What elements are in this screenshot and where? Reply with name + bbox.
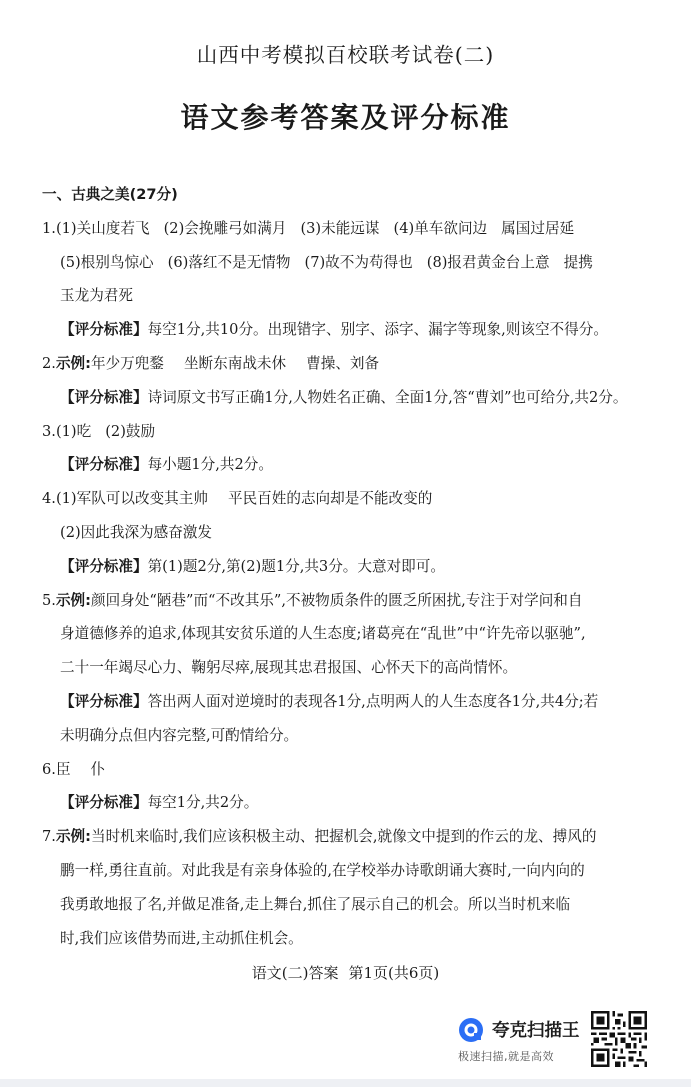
answer-item: (2)会挽雕弓如满月	[163, 219, 287, 237]
brand-slogan: 极速扫描,就是高效	[458, 1050, 554, 1063]
question-2-line-1	[42, 347, 667, 381]
answer-item: (4)单车欲问边	[393, 219, 488, 237]
example-label: 示例:	[55, 591, 91, 609]
answer-item: 平民百姓的志向却是不能改变的	[227, 490, 433, 508]
question-5-line-2	[42, 617, 667, 651]
question-1-line-2	[42, 246, 667, 280]
page-title: 语文参考答案及评分标准	[180, 101, 511, 134]
question-5-criteria	[42, 685, 667, 719]
question-6-line-1	[42, 753, 667, 787]
answer-item: (3)未能远谋	[300, 219, 380, 237]
question-5-line-1	[42, 584, 667, 618]
answer-text: 时,我们应该借势而进,主动抓住机会。	[60, 929, 303, 947]
criteria-label: 【评分标准】	[60, 321, 148, 339]
question-4-criteria	[42, 550, 667, 584]
bottom-bar	[0, 1079, 691, 1087]
page-footer	[0, 962, 691, 983]
question-number: 1.	[42, 219, 56, 237]
question-1-line-3	[42, 279, 667, 313]
question-7-line-3	[42, 888, 667, 922]
example-label: 示例:	[55, 354, 91, 372]
answer-item: (7)故不为苟得也	[304, 253, 413, 271]
answer-text: 颜回身处“陋巷”而“不改其乐”,不被物质条件的匮乏所困扰,专注于对学问和自	[90, 591, 583, 609]
answer-item: (1)吃	[55, 422, 92, 440]
quark-logo-icon	[458, 1017, 484, 1043]
answer-item: (1)军队可以改变其主帅	[55, 490, 208, 508]
question-number: 2.	[42, 354, 56, 372]
question-7-line-2	[42, 854, 667, 888]
qr-code-icon	[591, 1011, 647, 1067]
question-1-line-1	[42, 212, 667, 246]
scanner-watermark	[458, 1011, 648, 1071]
criteria-text: 诗词原文书写正确1分,人物姓名正确、全面1分,答“曹刘”也可给分,共2分。	[147, 388, 628, 406]
criteria-label: 【评分标准】	[60, 456, 148, 474]
answer-text: 鹏一样,勇往直前。对此我是有亲身体验的,在学校举办诗歌朗诵大赛时,一向内向的	[60, 861, 585, 879]
criteria-text: 每空1分,共2分。	[147, 794, 259, 812]
answer-text: 二十一年竭尽心力、鞠躬尽瘁,展现其忠君报国、心怀天下的高尚情怀。	[60, 659, 518, 677]
question-7-line-1	[42, 820, 667, 854]
answer-item: (6)落红不是无情物	[167, 253, 291, 271]
answer-item: (2)因此我深为感奋激发	[60, 523, 213, 541]
answer-item: (1)关山度若飞	[55, 219, 150, 237]
question-number: 4.	[42, 490, 56, 508]
question-5-criteria-line-2	[42, 719, 667, 753]
criteria-text: 每小题1分,共2分。	[147, 456, 273, 474]
exam-subtitle: 山西中考模拟百校联考试卷(二)	[196, 43, 495, 67]
question-5-line-3	[42, 651, 667, 685]
example-label: 示例:	[55, 828, 91, 846]
criteria-text: 未明确分点但内容完整,可酌情给分。	[60, 726, 299, 744]
question-6-criteria	[42, 786, 667, 820]
criteria-label: 【评分标准】	[60, 794, 148, 812]
answer-item: 玉龙为君死	[60, 287, 133, 305]
criteria-label: 【评分标准】	[60, 557, 148, 575]
question-4-line-1	[42, 482, 667, 516]
section-heading: 一、古典之美(27分)	[42, 186, 178, 203]
answer-item: (8)报君黄金台上意	[426, 253, 550, 271]
question-number: 6.	[42, 760, 56, 778]
answer-item: 提携	[563, 253, 593, 271]
criteria-text: 答出两人面对逆境时的表现各1分,点明两人的人生态度各1分,共4分;若	[147, 692, 599, 710]
answer-text: 我勇敢地报了名,并做足准备,走上舞台,抓住了展示自己的机会。所以当时机来临	[60, 895, 571, 913]
answer-text: 身道德修养的追求,体现其安贫乐道的人生态度;诸葛亮在“乱世”中“许先帝以驱驰”,	[60, 625, 586, 643]
question-number: 7.	[42, 828, 56, 846]
answer-item: (5)根别鸟惊心	[60, 253, 154, 271]
question-7-line-4	[42, 922, 667, 956]
answer-body	[42, 178, 667, 955]
question-1-criteria	[42, 313, 667, 347]
answer-item: 仆	[90, 760, 106, 778]
criteria-label: 【评分标准】	[60, 388, 148, 406]
answer-item: 臣	[55, 760, 71, 778]
criteria-label: 【评分标准】	[60, 692, 148, 710]
footer-subject: 语文(二)答案	[251, 964, 339, 982]
criteria-text: 第(1)题2分,第(2)题1分,共3分。大意对即可。	[147, 557, 445, 575]
question-3-line-1	[42, 415, 667, 449]
brand-name: 夸克扫描王	[492, 1021, 580, 1041]
footer-page-number: 第1页(共6页)	[348, 964, 440, 982]
question-4-line-2	[42, 516, 667, 550]
question-3-criteria	[42, 448, 667, 482]
question-number: 5.	[42, 591, 56, 609]
answer-text: 当时机来临时,我们应该积极主动、把握机会,就像文中提到的作云的龙、搏风的	[90, 828, 597, 846]
criteria-text: 每空1分,共10分。出现错字、别字、添字、漏字等现象,则该空不得分。	[147, 321, 608, 339]
answer-item: 属国过居延	[501, 219, 575, 237]
answer-item: 坐断东南战未休	[183, 354, 287, 372]
answer-item: 年少万兜鍪	[90, 354, 164, 372]
answer-item: 曹操、刘备	[306, 354, 380, 372]
question-number: 3.	[42, 422, 56, 440]
question-2-criteria	[42, 381, 667, 415]
answer-item: (2)鼓励	[105, 422, 156, 440]
